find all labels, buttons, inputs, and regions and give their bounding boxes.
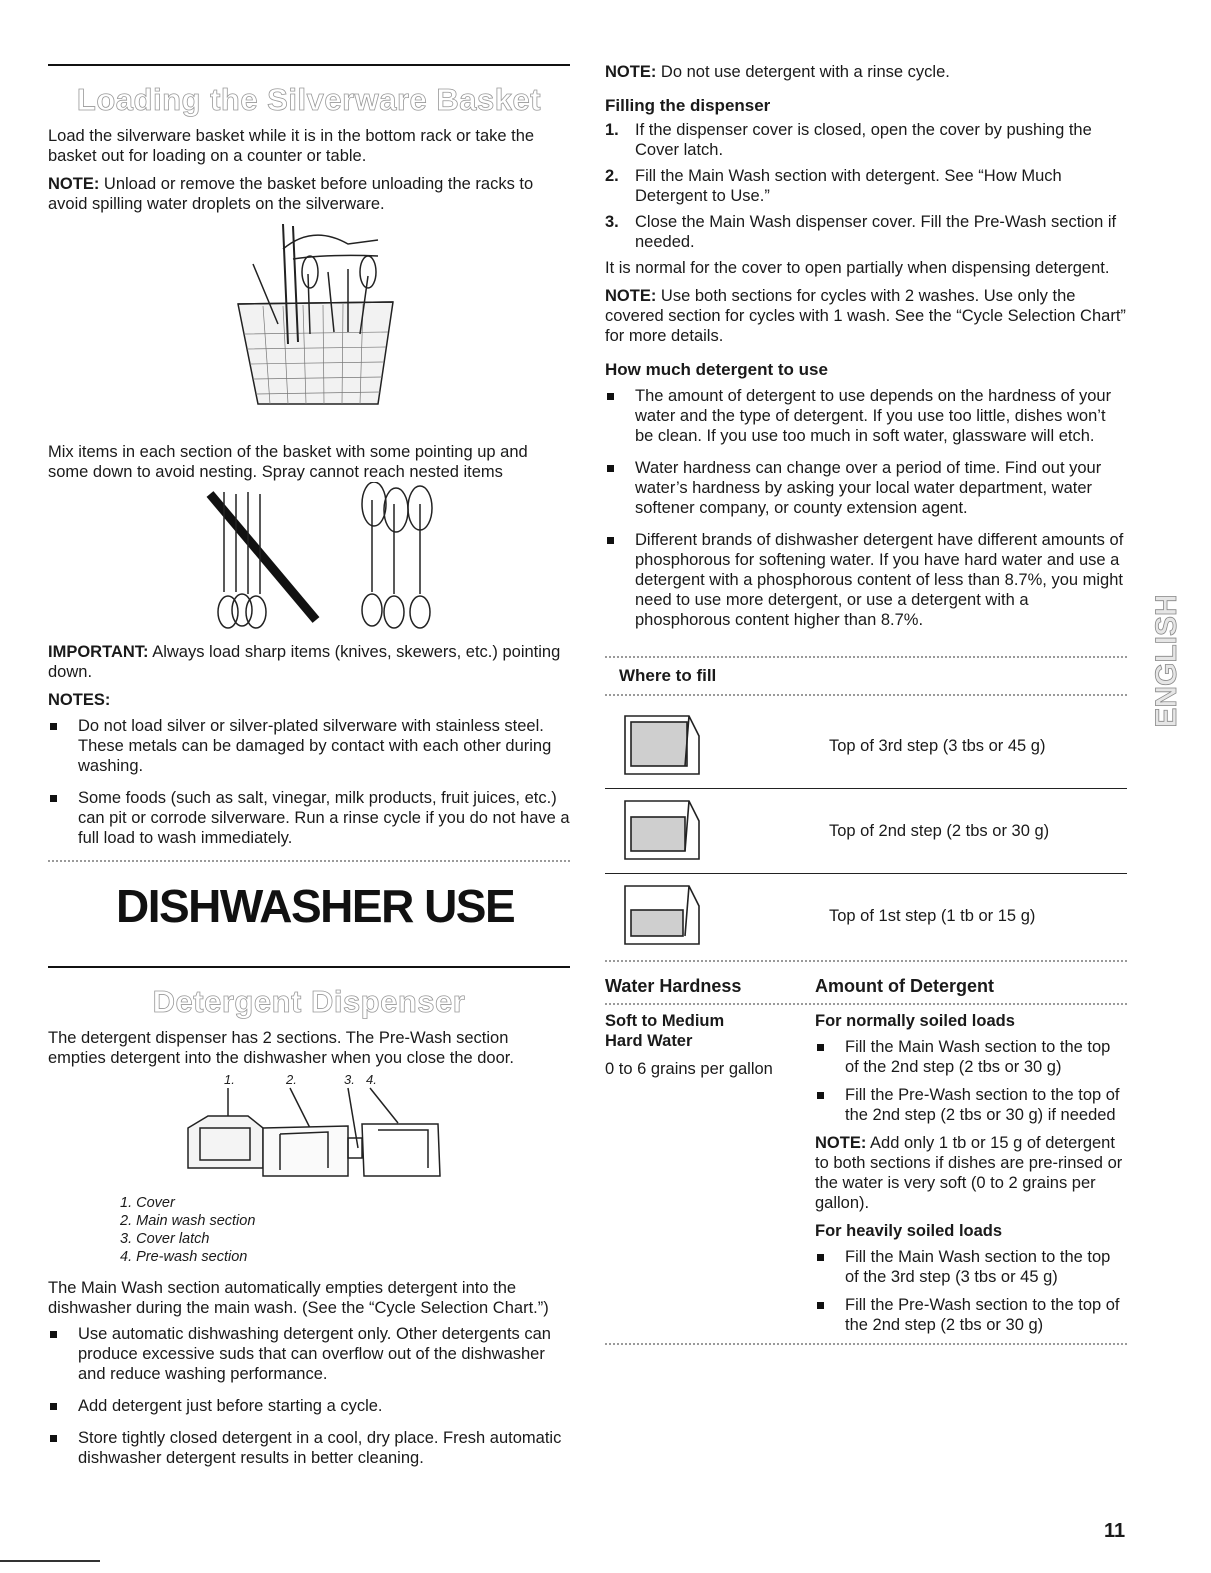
list-item: Fill the Main Wash section to the top of the 3rd step (3 tbs or 45 g) [815, 1247, 1127, 1287]
step-2-icon [605, 793, 829, 870]
list-item: The amount of detergent to use depends on the hardness of your water and the type of detergent. If you use too little, dishes won’t be clean. If you use too much in soft water, glassware will etch. [605, 386, 1127, 446]
silverware-title: Loading the Silverware Basket [76, 82, 542, 117]
callout-4: 4. [366, 1072, 377, 1087]
page-number: 11 [1104, 1520, 1126, 1542]
list-item: Use automatic dishwashing detergent only. Other detergents can produce excessive suds that can overflow out of the dishwasher and reduce washing performance. [48, 1324, 570, 1384]
notes-label: NOTES: [48, 691, 111, 709]
important-note: IMPORTANT: Always load sharp items (knives, skewers, etc.) pointing down. [48, 643, 561, 681]
filling-steps [605, 120, 1127, 252]
detergent-title: Detergent Dispenser [152, 984, 466, 1019]
mix-paragraph: Mix items in each section of the basket with some pointing up and some down to avoid nesting. Spray cannot reach nested items [48, 443, 528, 481]
dotted-divider [605, 1343, 1127, 1345]
soft-range: 0 to 6 grains per gallon [605, 1060, 773, 1078]
detergent-rule [48, 966, 570, 968]
step-item: 1. If the dispenser cover is closed, open the cover by pushing the Cover latch. [605, 121, 1092, 159]
note-prerinsed: NOTE: Add only 1 tb or 15 g of detergent to both sections if dishes are pre-rinsed or the water is very soft (0 to 2 grains per gallon). [815, 1134, 1123, 1212]
dotted-divider [605, 1003, 1127, 1005]
hardness-table-row [605, 1011, 1127, 1343]
load-paragraph: Load the silverware basket while it is in the bottom rack or take the basket out for loading on a counter or table. [48, 127, 535, 165]
hardness-table-header [605, 970, 1127, 1003]
side-tab-label: ENGLISH [1152, 594, 1183, 728]
dispenser-paragraph: The detergent dispenser has 2 sections. The Pre-Wash section empties detergent into the dishwasher when you close the door. [48, 1029, 514, 1067]
caption: 3. Cover latch [120, 1231, 210, 1247]
dispenser-illustration [48, 1068, 570, 1186]
dispenser-captions [120, 1194, 570, 1266]
caption: 2. Main wash section [120, 1213, 256, 1229]
list-item: Do not load silver or silver-plated silverware with stainless steel. These metals can be damaged by contact with each other during washing. [48, 716, 570, 776]
list-item: Some foods (such as salt, vinegar, milk products, fruit juices, etc.) can pit or corrode silverware. Run a rinse cycle if you do not have a full load to wash immediately. [48, 788, 570, 848]
mainwash-paragraph: The Main Wash section automatically empties detergent into the dishwasher during the main wash. (See the “Cycle Selection Chart.”) [48, 1279, 549, 1317]
fill-table [605, 704, 1127, 958]
list-item: Store tightly closed detergent in a cool, dry place. Fresh automatic dishwasher detergent results in better cleaning. [48, 1428, 570, 1468]
knife-spoon-illustration [48, 482, 570, 630]
step-1-icon [605, 878, 829, 955]
fill-row [605, 874, 1127, 958]
soft-label: Soft to Medium Hard Water [605, 1012, 725, 1050]
howmuch-heading: How much detergent to use [605, 360, 828, 379]
heavy-heading: For heavily soiled loads [815, 1222, 1003, 1240]
dotted-divider [605, 694, 1127, 696]
fill-row-text: Top of 2nd step (2 tbs or 30 g) [829, 821, 1050, 840]
callout-1: 1. [224, 1072, 235, 1087]
list-item: Fill the Pre-Wash section to the top of the 2nd step (2 tbs or 30 g) if needed [815, 1085, 1127, 1125]
list-item: Fill the Pre-Wash section to the top of the 2nd step (2 tbs or 30 g) [815, 1295, 1127, 1335]
col-water-hardness: Water Hardness [605, 976, 742, 996]
list-item: Different brands of dishwasher detergent have different amounts of phosphorous for softening water. If you have hard water and use a detergent with a phosphorous content of less than 8.7%, you might need to use more detergent, or use a detergent with a phosphorous content higher than 8.7%. [605, 530, 1127, 630]
silverware-basket-illustration [48, 214, 570, 442]
dotted-divider [605, 656, 1127, 658]
left-column [48, 64, 570, 1480]
list-item: Water hardness can change over a period of time. Find out your water’s hardness by asking your local water department, water softener company, or county extension agent. [605, 458, 1127, 518]
caption: 4. Pre-wash section [120, 1249, 248, 1265]
top-rule [48, 64, 570, 66]
list-item: Add detergent just before starting a cycle. [48, 1396, 570, 1416]
normal-paragraph: It is normal for the cover to open partially when dispensing detergent. [605, 259, 1110, 277]
filling-heading: Filling the dispenser [605, 96, 771, 115]
step-3-icon [605, 708, 829, 785]
footer-line [0, 1560, 100, 1562]
list-item: Fill the Main Wash section to the top of the 2nd step (2 tbs or 30 g) [815, 1037, 1127, 1077]
right-column [605, 62, 1127, 1353]
where-heading: Where to fill [619, 666, 717, 685]
caption: 1. Cover [120, 1195, 175, 1211]
howmuch-list [605, 386, 1127, 630]
detergent-bullets [48, 1324, 570, 1468]
dotted-divider [48, 860, 570, 862]
note-rinse: NOTE: Do not use detergent with a rinse cycle. [605, 63, 950, 81]
section-heading: DISHWASHER USE [116, 880, 515, 932]
step-item: 3. Close the Main Wash dispenser cover. Fill the Pre-Wash section if needed. [605, 213, 1117, 251]
amount-cell [815, 1011, 1127, 1343]
note-unload: NOTE: Unload or remove the basket before unloading the racks to avoid spilling water droplets on the silverware. [48, 175, 534, 213]
fill-row [605, 704, 1127, 789]
note-sections: NOTE: Use both sections for cycles with 2 washes. Use only the covered section for cycles with 1 wash. See the “Cycle Selection Chart” for more details. [605, 287, 1126, 345]
heavy-list [815, 1247, 1127, 1335]
notes-list [48, 716, 570, 848]
callout-3: 3. [344, 1072, 355, 1087]
dotted-divider [605, 960, 1127, 962]
normal-heading: For normally soiled loads [815, 1012, 1015, 1030]
normal-list [815, 1037, 1127, 1125]
hardness-cell [605, 1011, 815, 1343]
language-side-tab [1152, 565, 1186, 757]
fill-row [605, 789, 1127, 874]
fill-row-text: Top of 1st step (1 tb or 15 g) [829, 906, 1036, 925]
fill-row-text: Top of 3rd step (3 tbs or 45 g) [829, 736, 1046, 755]
col-amount: Amount of Detergent [815, 976, 994, 996]
callout-2: 2. [286, 1072, 297, 1087]
step-item: 2. Fill the Main Wash section with detergent. See “How Much Detergent to Use.” [605, 167, 1062, 205]
